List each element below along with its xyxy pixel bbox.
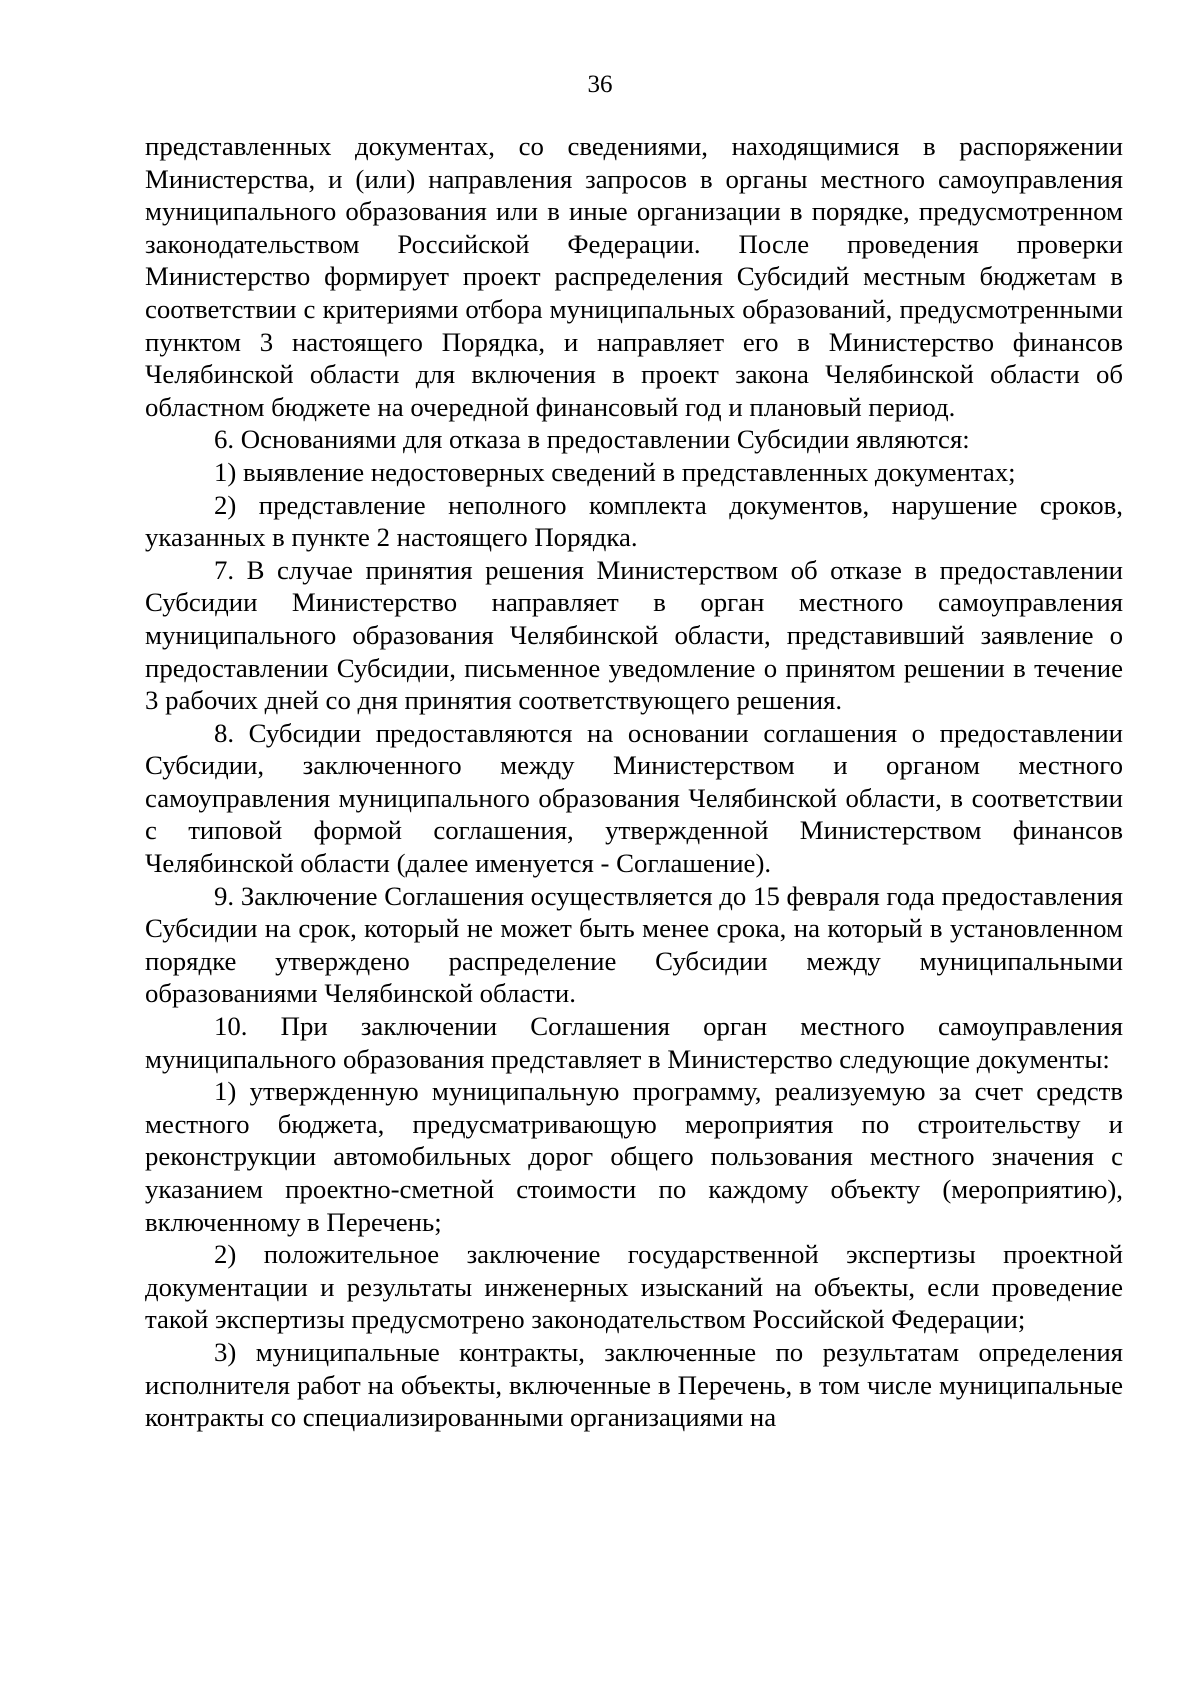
paragraph-item-10: 10. При заключении Соглашения орган местного самоуправления муниципального образования представляет в Министерство следующие документы: — [145, 1011, 1123, 1074]
document-body — [145, 130, 1123, 1434]
paragraph-item-8: 8. Субсидии предоставляются на основании соглашения о предоставлении Субсидии, заключенного между Министерством и органом местного самоуправления муниципального образования Челябинской области, в соответствии с типовой формой соглашения, утвержденной Министерством финансов Челябинской области (далее именуется - Соглашение). — [145, 717, 1123, 879]
paragraph-item-10-3: 3) муниципальные контракты, заключенные по результатам определения исполнителя работ на объекты, включенные в Перечень, в том числе муниципальные контракты со специализированными организациями на — [145, 1336, 1123, 1433]
paragraph-item-9: 9. Заключение Соглашения осуществляется до 15 февраля года предоставления Субсидии на срок, который не может быть менее срока, на который в установленном порядке утверждено распределение Субсидии между муниципальными образованиями Челябинской области. — [145, 880, 1123, 1009]
paragraph-item-7: 7. В случае принятия решения Министерством об отказе в предоставлении Субсидии Министерство направляет в орган местного самоуправления муниципального образования Челябинской области, представивший заявление о предоставлении Субсидии, письменное уведомление о принятом решении в течение 3 рабочих дней со дня принятия соответствующего решения. — [145, 554, 1123, 716]
paragraph-item-6: 6. Основаниями для отказа в предоставлении Субсидии являются: — [214, 424, 970, 455]
paragraph-item-6-1: 1) выявление недостоверных сведений в представленных документах; — [214, 456, 1016, 487]
page-number: 36 — [587, 71, 613, 98]
paragraph-item-10-2: 2) положительное заключение государственной экспертизы проектной документации и результаты инженерных изысканий на объекты, если проведение такой экспертизы предусмотрено законодательством Российской Федерации; — [145, 1239, 1123, 1335]
paragraph-item-6-2: 2) представление неполного комплекта документов, нарушение сроков, указанных в пункте 2 настоящего Порядка. — [145, 489, 1123, 553]
paragraph-item-10-1: 1) утвержденную муниципальную программу, реализуемую за счет средств местного бюджета, предусматривающую мероприятия по строительству и реконструкции автомобильных дорог общего пользования местного значения с указанием проектно-сметной стоимости по каждому объекту (мероприятию), включенному в Перечень; — [145, 1076, 1123, 1237]
paragraph-continuation: представленных документах, со сведениями, находящимися в распоряжении Министерства, и (или) направления запросов в органы местного самоуправления муниципального образования или в иные организации в порядке, предусмотренном законодательством Российской Федерации. После проведения проверки Министерство формирует проект распределения Субсидий местным бюджетам в соответствии с критериями отбора муниципальных образований, предусмотренными пунктом 3 настоящего Порядка, и направляет его в Министерство финансов Челябинской области для включения в проект закона Челябинской области об областном бюджете на очередной финансовый год и плановый период. — [145, 131, 1123, 422]
